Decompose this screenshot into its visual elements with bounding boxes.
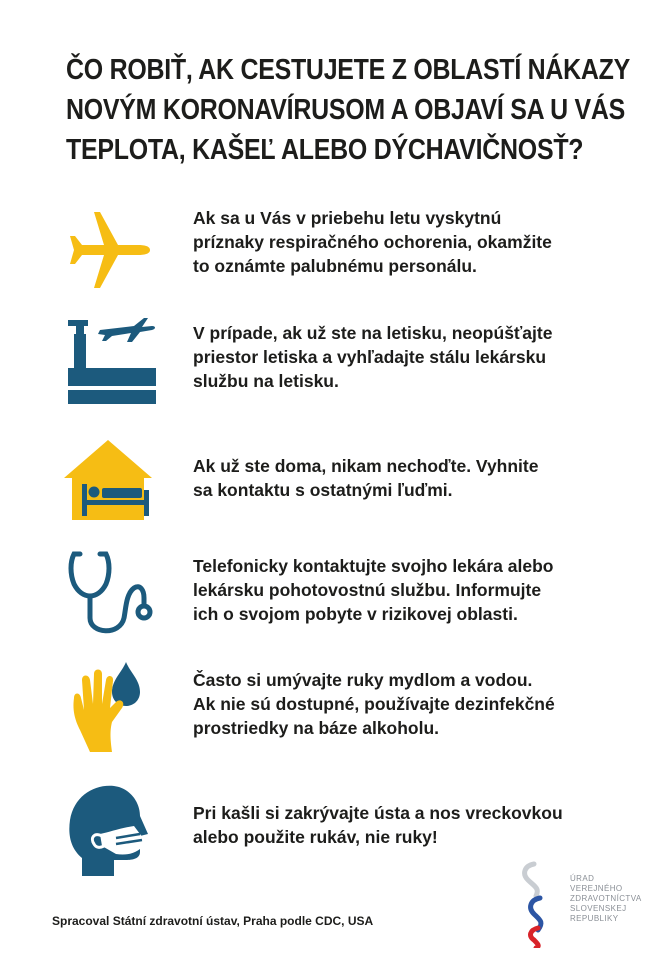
instruction-text: Ak už ste doma, nikam nechoďte. Vyhnite sa kontaktu s ostatnými ľuďmi.: [193, 456, 539, 500]
title-line: TEPLOTA, KAŠEĽ ALEBO DÝCHAVIČNOSŤ?: [66, 134, 584, 166]
title-line: ČO ROBIŤ, AK CESTUJETE Z OBLASTÍ NÁKAZY: [66, 54, 631, 86]
handwash-icon: [60, 658, 156, 754]
face-mask-icon: [60, 782, 156, 878]
instruction-text: Často si umývajte ruky mydlom a vodou. Ak nie sú dostupné, používajte dezinfekčné prostriedky na báze alkoholu.: [193, 670, 555, 738]
instruction-text: Telefonicky kontaktujte svojho lekára alebo lekársku pohotovostnú službu. Informujte ich o svojom pobyte v rizikovej oblasti.: [193, 556, 554, 624]
airport-icon: [60, 312, 156, 408]
instruction-text: V prípade, ak už ste na letisku, neopúšťajte priestor letiska a vyhľadajte stálu lekársku službu na letisku.: [193, 323, 553, 391]
source-footnote: Spracoval Státní zdravotní ústav, Praha podle CDC, USA: [52, 914, 374, 928]
logo-emblem-icon: [512, 858, 562, 948]
instruction-text: Ak sa u Vás v priebehu letu vyskytnú príznaky respiračného ochorenia, okamžite to oznámte palubnému personálu.: [193, 208, 552, 276]
page-title: [66, 50, 631, 170]
instruction-text: Pri kašli si zakrývajte ústa a nos vreckovkou alebo použite rukáv, nie ruky!: [193, 803, 563, 847]
stethoscope-icon: [60, 548, 156, 644]
home-bed-icon: [60, 434, 156, 530]
title-line: NOVÝM KORONAVÍRUSOM A OBJAVÍ SA U VÁS: [66, 94, 626, 126]
logo-text: ÚRAD VEREJNÉHO ZDRAVOTNÍCTVA SLOVENSKEJ REPUBLIKY: [570, 874, 642, 923]
airplane-icon: [60, 202, 156, 298]
